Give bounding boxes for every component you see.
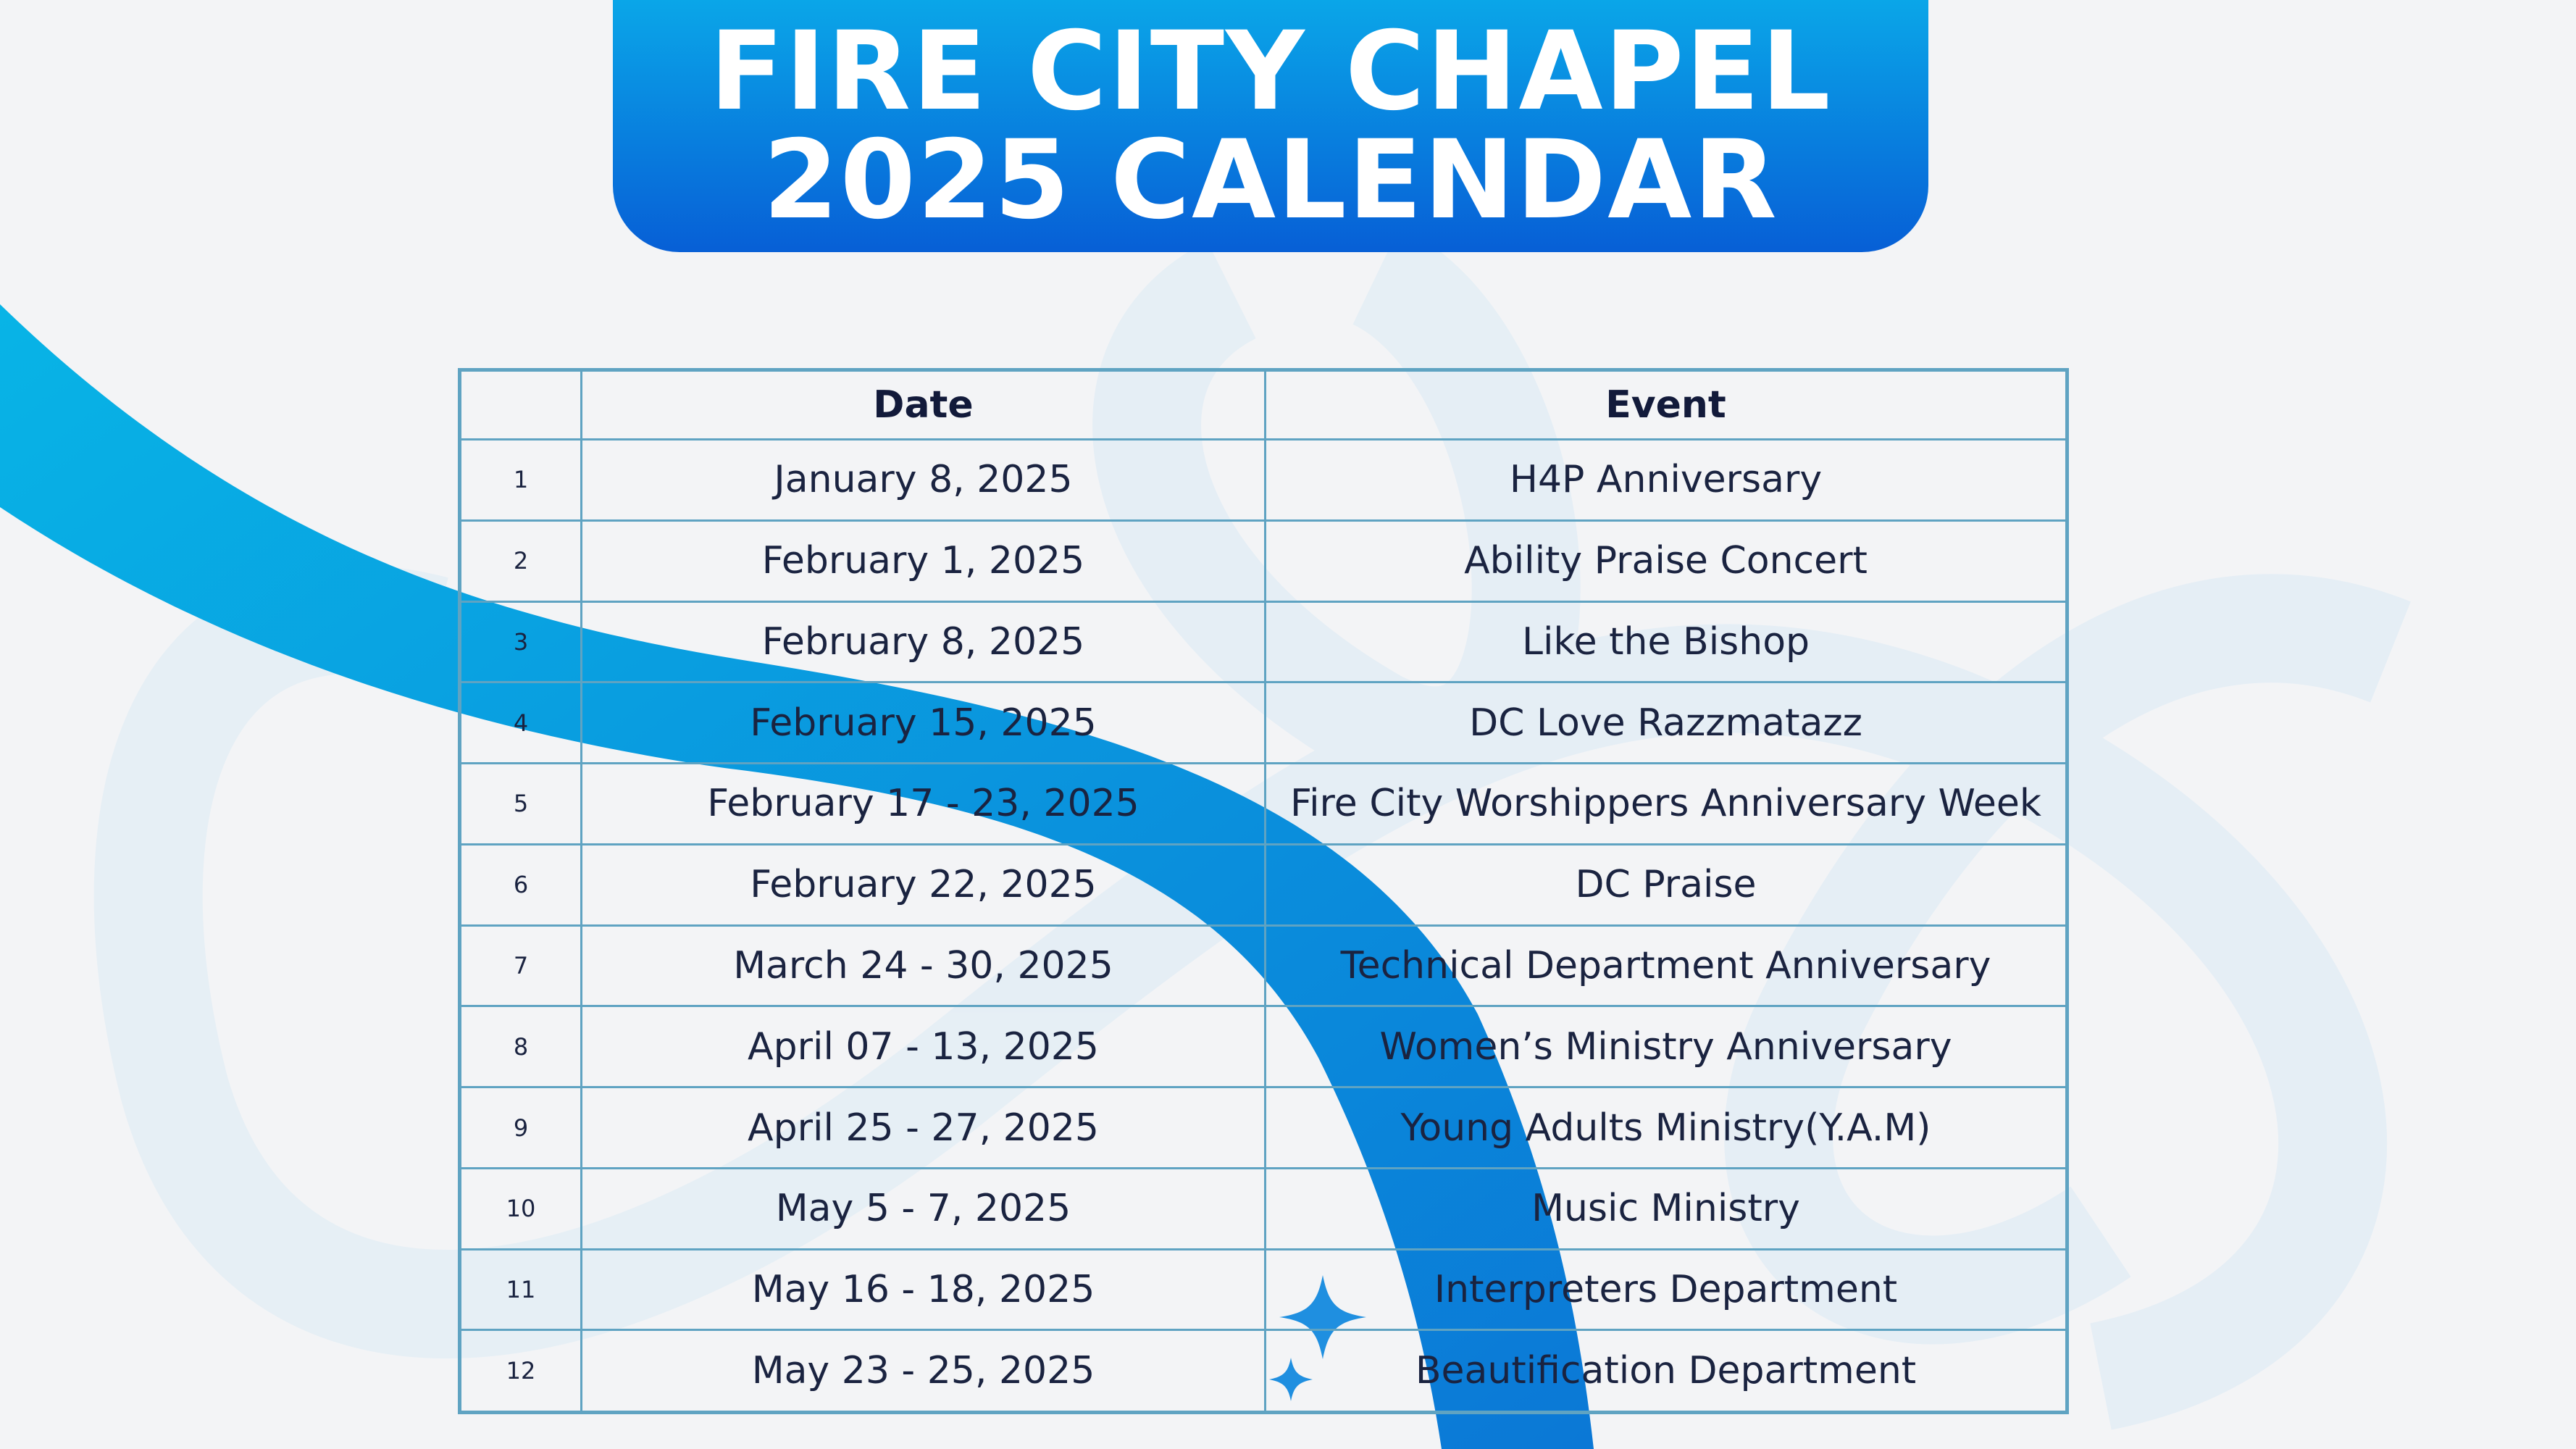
row-date: May 16 - 18, 2025 bbox=[582, 1249, 1266, 1330]
row-event: Fire City Worshippers Anniversary Week bbox=[1266, 764, 2067, 845]
row-date: April 25 - 27, 2025 bbox=[582, 1087, 1266, 1169]
row-event: Women’s Ministry Anniversary bbox=[1266, 1006, 2067, 1087]
row-event: H4P Anniversary bbox=[1266, 440, 2067, 521]
row-event: Like the Bishop bbox=[1266, 601, 2067, 682]
table-row bbox=[460, 440, 2067, 521]
row-number: 2 bbox=[460, 520, 582, 601]
row-number: 6 bbox=[460, 844, 582, 925]
row-number: 4 bbox=[460, 682, 582, 764]
calendar-table bbox=[458, 368, 2069, 1414]
event-column-header: Event bbox=[1266, 370, 2067, 440]
row-number: 8 bbox=[460, 1006, 582, 1087]
row-date: March 24 - 30, 2025 bbox=[582, 925, 1266, 1006]
table-row bbox=[460, 520, 2067, 601]
row-event: Beautification Department bbox=[1266, 1330, 2067, 1413]
row-date: May 5 - 7, 2025 bbox=[582, 1168, 1266, 1249]
row-date: February 8, 2025 bbox=[582, 601, 1266, 682]
row-date: May 23 - 25, 2025 bbox=[582, 1330, 1266, 1413]
row-number: 5 bbox=[460, 764, 582, 845]
row-number: 1 bbox=[460, 440, 582, 521]
table-row bbox=[460, 1087, 2067, 1169]
title-banner bbox=[613, 0, 1928, 252]
row-number: 9 bbox=[460, 1087, 582, 1169]
table-header-row bbox=[460, 370, 2067, 440]
row-event: Interpreters Department bbox=[1266, 1249, 2067, 1330]
table-row bbox=[460, 925, 2067, 1006]
row-date: February 17 - 23, 2025 bbox=[582, 764, 1266, 845]
table-row bbox=[460, 844, 2067, 925]
row-date: February 1, 2025 bbox=[582, 520, 1266, 601]
row-number: 11 bbox=[460, 1249, 582, 1330]
table-row bbox=[460, 682, 2067, 764]
date-column-header: Date bbox=[582, 370, 1266, 440]
row-event: Ability Praise Concert bbox=[1266, 520, 2067, 601]
table-row bbox=[460, 1006, 2067, 1087]
row-event: Young Adults Ministry(Y.A.M) bbox=[1266, 1087, 2067, 1169]
row-number: 7 bbox=[460, 925, 582, 1006]
row-date: January 8, 2025 bbox=[582, 440, 1266, 521]
row-event: DC Praise bbox=[1266, 844, 2067, 925]
table-row bbox=[460, 764, 2067, 845]
table-row bbox=[460, 601, 2067, 682]
row-event: Technical Department Anniversary bbox=[1266, 925, 2067, 1006]
row-number: 12 bbox=[460, 1330, 582, 1413]
calendar-table-container bbox=[458, 368, 2069, 1414]
index-column-header bbox=[460, 370, 582, 440]
table-row bbox=[460, 1249, 2067, 1330]
row-number: 10 bbox=[460, 1168, 582, 1249]
row-event: DC Love Razzmatazz bbox=[1266, 682, 2067, 764]
row-event: Music Ministry bbox=[1266, 1168, 2067, 1249]
row-number: 3 bbox=[460, 601, 582, 682]
row-date: April 07 - 13, 2025 bbox=[582, 1006, 1266, 1087]
row-date: February 15, 2025 bbox=[582, 682, 1266, 764]
page-title-line2: 2025 CALENDAR bbox=[763, 117, 1778, 243]
page-title-line1: FIRE CITY CHAPEL bbox=[709, 9, 1832, 135]
row-date: February 22, 2025 bbox=[582, 844, 1266, 925]
table-row bbox=[460, 1330, 2067, 1413]
table-row bbox=[460, 1168, 2067, 1249]
